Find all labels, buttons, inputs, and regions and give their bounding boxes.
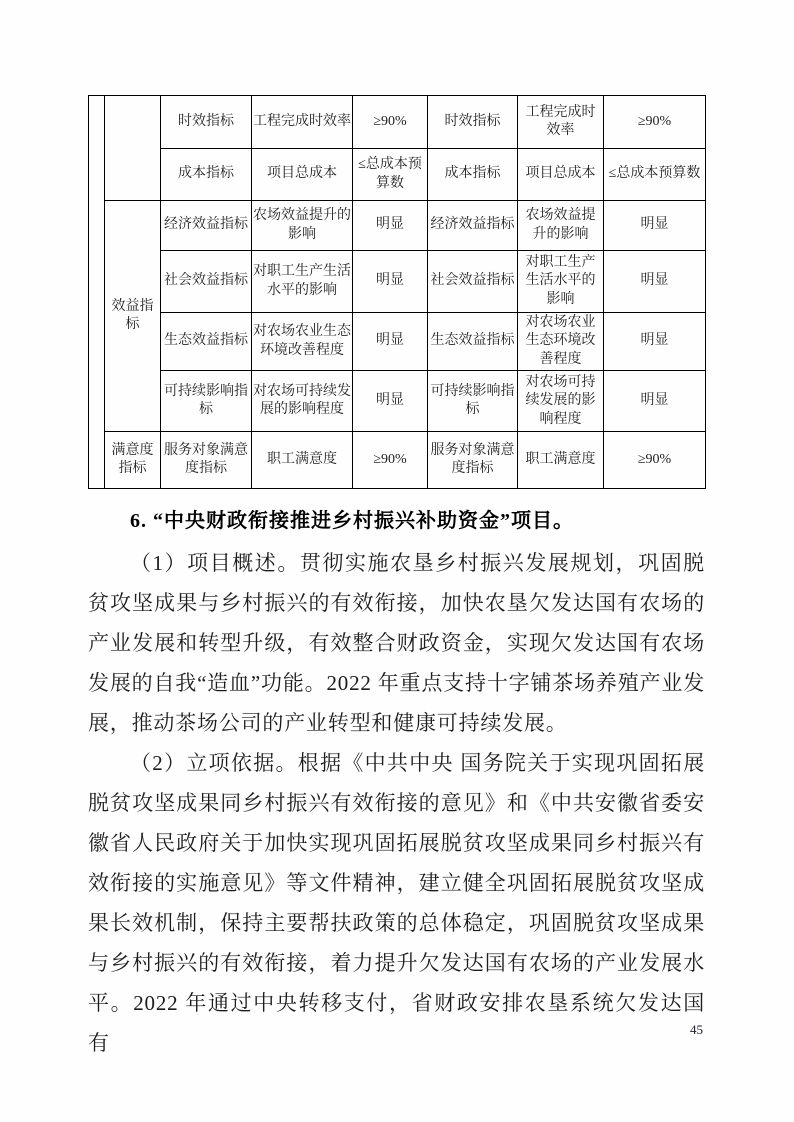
table-cell-indicator-2: 社会效益指标 (428, 251, 518, 313)
page-content (88, 95, 705, 1063)
table-cell-content-2: 对职工生产生活水平的影响 (518, 251, 604, 313)
table-cell-content: 职工满意度 (252, 432, 353, 489)
table-cell-value-2: 明显 (604, 371, 706, 432)
paragraph-project-overview: （1）项目概述。贯彻实施农垦乡村振兴发展规划，巩固脱贫攻坚成果与乡村振兴的有效衔接，加快农垦欠发达国有农场的产业发展和转型升级，有效整合财政资金，实现欠发达国有农场发展的自我“造血”功能。2022 年重点支持十字铺茶场养殖产业发展，推动茶场公司的产业转型和健康可持续发展。 (88, 551, 705, 736)
table-cell-indicator-2: 服务对象满意度指标 (428, 432, 518, 489)
table-cell-value-2: ≥90% (604, 432, 706, 489)
table-cell-content-2: 职工满意度 (518, 432, 604, 489)
table-cell-group-benefit: 效益指标 (105, 201, 161, 432)
table-cell-content-2: 对农场农业生态环境改善程度 (518, 313, 604, 371)
table-cell-content-2: 工程完成时效率 (518, 96, 604, 149)
table-cell-value-2: ≥90% (604, 96, 706, 149)
table-cell-indicator: 时效指标 (161, 96, 252, 149)
table-cell-indicator-2: 生态效益指标 (428, 313, 518, 371)
table-cell-value: 明显 (353, 201, 428, 251)
table-cell-group-satisfaction: 满意度指标 (105, 432, 161, 489)
table-cell-content-2: 项目总成本 (518, 149, 604, 201)
table-cell-indicator: 社会效益指标 (161, 251, 252, 313)
table-row (89, 371, 706, 432)
table-row (89, 432, 706, 489)
table-cell-content-2: 农场效益提升的影响 (518, 201, 604, 251)
table-cell-indicator-2: 成本指标 (428, 149, 518, 201)
table-cell-indicator-2: 时效指标 (428, 96, 518, 149)
table-cell-indicator: 可持续影响指标 (161, 371, 252, 432)
table-cell-value: 明显 (353, 313, 428, 371)
performance-indicator-table (88, 95, 706, 489)
table-cell-value-2: 明显 (604, 313, 706, 371)
table-cell-value: ≥90% (353, 432, 428, 489)
table-cell-outer-empty (89, 96, 105, 489)
table-cell-indicator: 经济效益指标 (161, 201, 252, 251)
table-cell-group-empty (105, 96, 161, 201)
table-cell-indicator: 成本指标 (161, 149, 252, 201)
table-row (89, 313, 706, 371)
table-cell-content: 项目总成本 (252, 149, 353, 201)
table-row (89, 149, 706, 201)
table-cell-value: 明显 (353, 251, 428, 313)
table-cell-indicator-2: 可持续影响指标 (428, 371, 518, 432)
table-cell-content-2: 对农场可持续发展的影响程度 (518, 371, 604, 432)
table-cell-value: ≥90% (353, 96, 428, 149)
table-cell-value-2: 明显 (604, 251, 706, 313)
table-cell-indicator-2: 经济效益指标 (428, 201, 518, 251)
table-cell-value: ≤总成本预算数 (353, 149, 428, 201)
table-cell-content: 对农场可持续发展的影响程度 (252, 371, 353, 432)
section-heading: 6. “中央财政衔接推进乡村振兴补助资金”项目。 (130, 510, 574, 533)
table-cell-indicator: 生态效益指标 (161, 313, 252, 371)
table-cell-value-2: ≤总成本预算数 (604, 149, 706, 201)
table-row (89, 251, 706, 313)
table-cell-value-2: 明显 (604, 201, 706, 251)
table-cell-content: 工程完成时效率 (252, 96, 353, 149)
table-cell-content: 对农场农业生态环境改善程度 (252, 313, 353, 371)
table-cell-content: 对职工生产生活水平的影响 (252, 251, 353, 313)
paragraph-project-basis: （2）立项依据。根据《中共中央 国务院关于实现巩固拓展脱贫攻坚成果同乡村振兴有效衔接的意见》和《中共安徽省委安徽省人民政府关于加快实现巩固拓展脱贫攻坚成果同乡村振兴有效衔接的实施意见》等文件精神，建立健全巩固拓展脱贫攻坚成果长效机制，保持主要帮扶政策的总体稳定，巩固脱贫攻坚成果与乡村振兴的有效衔接，着力提升欠发达国有农场的产业发展水平。2022 年通过中央转移支付，省财政安排农垦系统欠发达国有 (88, 751, 705, 1056)
table-cell-indicator: 服务对象满意度指标 (161, 432, 252, 489)
table-row (89, 201, 706, 251)
table-cell-content: 农场效益提升的影响 (252, 201, 353, 251)
page-number: 45 (690, 1022, 703, 1037)
table-row (89, 96, 706, 149)
table-cell-value: 明显 (353, 371, 428, 432)
